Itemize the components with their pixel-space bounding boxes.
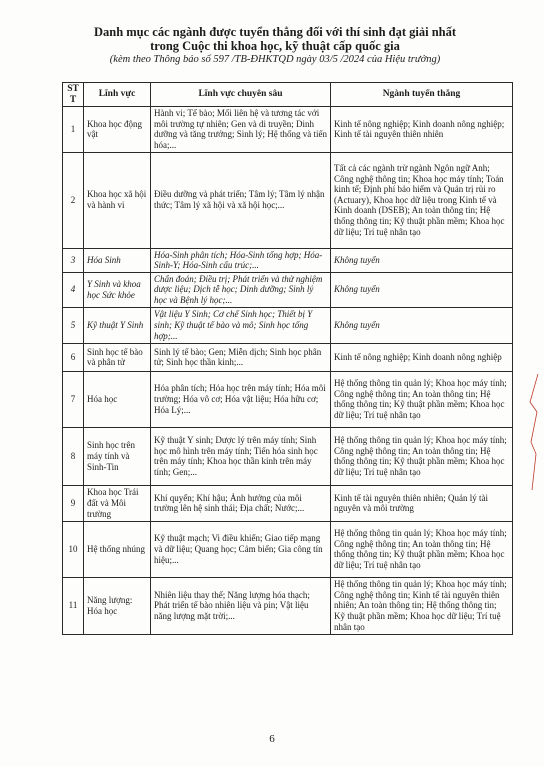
row-stt-cell: 1: [63, 107, 84, 152]
row-majors-cell: Tất cả các ngành trừ ngành Ngôn ngữ Anh; Công nghệ thông tin; Khoa học máy tính; Toán kinh tế; Định phí bảo hiểm và Quản trị rủi ro (Actuary), Khoa học dữ liệu trong Kinh tế và Kinh doanh (DSEB); An toàn thông tin; Hệ thống thông tin; Kỹ thuật phần mềm; Khoa học dữ liệu; Trí tuệ nhân tạo: [331, 152, 513, 248]
document-subtitle: (kèm theo Thông báo số 597 /TB-ĐHKTQD ngày 03/5 /2024 của Hiệu trưởng): [109, 54, 441, 65]
table-row: [63, 577, 513, 634]
document-title-line2: trong Cuộc thi khoa học, kỹ thuật cấp quốc gia: [150, 39, 400, 53]
row-field-cell: Năng lượng: Hóa học: [84, 577, 151, 634]
row-field-cell: Khoa học động vật: [84, 107, 151, 152]
table-header-row: [63, 83, 513, 107]
row-field-cell: Khoa học Trái đất và Môi trường: [84, 485, 151, 521]
row-stt-cell: 3: [63, 248, 84, 272]
row-specialty-cell: Sinh lý tế bào; Gen; Miễn dịch; Sinh học phân tử; Sinh học thần kinh;...: [151, 343, 331, 371]
row-stt-cell: 9: [63, 485, 84, 521]
table-row: [63, 272, 513, 307]
row-specialty-cell: Kỹ thuật Y sinh; Dược lý trên máy tính; Sinh học mô hình trên máy tính; Tiến hóa sinh học trên máy tính; Khoa học thần kinh trên máy tính; Gen;...: [151, 427, 331, 485]
row-field-cell: Hóa học: [84, 371, 151, 427]
row-specialty-cell: Chẩn đoán; Điều trị; Phát triển và thử nghiệm dược liệu; Dịch tễ học; Dinh dưỡng; Sinh lý học và Bệnh lý học;...: [151, 272, 331, 307]
document-title-line1: Danh mục các ngành được tuyển thẳng đối với thí sinh đạt giải nhất: [93, 25, 457, 39]
row-stt-cell: 11: [63, 577, 84, 634]
table-row: [63, 152, 513, 248]
column-header-stt: STT: [63, 83, 84, 107]
row-specialty-cell: Hóa-Sinh phân tích; Hóa-Sinh tổng hợp; Hóa-Sinh-Y; Hóa-Sinh cấu trúc;...: [151, 248, 331, 272]
row-specialty-cell: Hành vi; Tế bào; Mối liên hệ và tương tác với môi trường tự nhiên; Gen và di truyền; Dinh dưỡng và tăng trưởng; Sinh lý; Hệ thống và tiến hóa;...: [151, 107, 331, 152]
row-specialty-cell: Vật liệu Y Sinh; Cơ chế Sinh học; Thiết bị Y sinh; Kỹ thuật tế bào và mô; Sinh học tổng hợp;...: [151, 307, 331, 343]
row-majors-cell: Hệ thống thông tin quản lý; Khoa học máy tính; Công nghệ thông tin; Kinh tế tài nguyên thiên nhiên; An toàn thông tin; Hệ thống thông tin; Kỹ thuật phần mềm; Khoa học dữ liệu; Trí tuệ nhân tạo: [331, 577, 513, 634]
row-field-cell: Khoa học xã hội và hành vi: [84, 152, 151, 248]
table-row: [63, 248, 513, 272]
row-majors-cell: Kinh tế nông nghiệp; Kinh doanh nông nghiệp; Kinh tế tài nguyên thiên nhiên: [331, 107, 513, 152]
row-specialty-cell: Hóa phân tích; Hóa học trên máy tính; Hóa môi trường; Hóa vô cơ; Hóa vật liệu; Hóa hữu cơ; Hóa Lý;...: [151, 371, 331, 427]
row-majors-cell: Hệ thống thông tin quản lý; Khoa học máy tính; Công nghệ thông tin; An toàn thông tin; Hệ thống thông tin; Kỹ thuật phần mềm; Khoa học dữ liệu; Trí tuệ nhân tạo: [331, 371, 513, 427]
table-row: [63, 427, 513, 485]
row-field-cell: Sinh học trên máy tính và Sinh-Tin: [84, 427, 151, 485]
row-majors-cell: Không tuyển: [331, 272, 513, 307]
row-majors-cell: Hệ thống thông tin quản lý; Khoa học máy tính; Công nghệ thông tin; An toàn thông tin; Hệ thống thông tin; Kỹ thuật phần mềm; Khoa học dữ liệu; Trí tuệ nhân tạo: [331, 521, 513, 577]
row-field-cell: Kỹ thuật Y Sinh: [84, 307, 151, 343]
row-specialty-cell: Kỹ thuật mạch; Vi điều khiển; Giao tiếp mạng và dữ liệu; Quang học; Cảm biến; Gia công tín hiệu;...: [151, 521, 331, 577]
table-row: [63, 307, 513, 343]
row-stt-cell: 2: [63, 152, 84, 248]
row-stt-cell: 7: [63, 371, 84, 427]
row-specialty-cell: Khí quyển; Khí hậu; Ảnh hưởng của môi trường lên hệ sinh thái; Địa chất; Nước;...: [151, 485, 331, 521]
row-field-cell: Hệ thống nhúng: [84, 521, 151, 577]
row-stt-cell: 10: [63, 521, 84, 577]
row-field-cell: Sinh học tế bào và phân tử: [84, 343, 151, 371]
row-field-cell: Hóa Sinh: [84, 248, 151, 272]
row-field-cell: Y Sinh và khoa học Sức khỏe: [84, 272, 151, 307]
row-majors-cell: Không tuyển: [331, 248, 513, 272]
row-specialty-cell: Nhiên liệu thay thế; Năng lượng hóa thạch; Phát triển tế bào nhiên liệu và pin; Vật liệu năng lượng mặt trời;...: [151, 577, 331, 634]
row-majors-cell: Kinh tế tài nguyên thiên nhiên; Quản lý tài nguyên và môi trường: [331, 485, 513, 521]
page-number: 6: [269, 733, 275, 745]
row-stt-cell: 8: [63, 427, 84, 485]
column-header-majors: Ngành tuyển thẳng: [331, 83, 513, 107]
table-body: [63, 107, 513, 635]
table-row: [63, 343, 513, 371]
row-stt-cell: 6: [63, 343, 84, 371]
table-row: [63, 521, 513, 577]
table-row: [63, 485, 513, 521]
row-specialty-cell: Điều dưỡng và phát triển; Tâm lý; Tâm lý nhận thức; Tâm lý xã hội và xã hội học;...: [151, 152, 331, 248]
majors-table: [62, 82, 513, 635]
row-majors-cell: Kinh tế nông nghiệp; Kinh doanh nông nghiệp: [331, 343, 513, 371]
row-majors-cell: Hệ thống thông tin quản lý; Khoa học máy tính; Công nghệ thông tin; An toàn thông tin; Hệ thống thông tin; Kỹ thuật phần mềm; Khoa học dữ liệu; Trí tuệ nhân tạo: [331, 427, 513, 485]
column-header-specialty: Lĩnh vực chuyên sâu: [151, 83, 331, 107]
table-row: [63, 371, 513, 427]
row-majors-cell: Không tuyển: [331, 307, 513, 343]
table-row: [63, 107, 513, 152]
row-stt-cell: 4: [63, 272, 84, 307]
column-header-field: Lĩnh vực: [84, 83, 151, 107]
row-stt-cell: 5: [63, 307, 84, 343]
pen-mark-decoration: [528, 372, 542, 492]
